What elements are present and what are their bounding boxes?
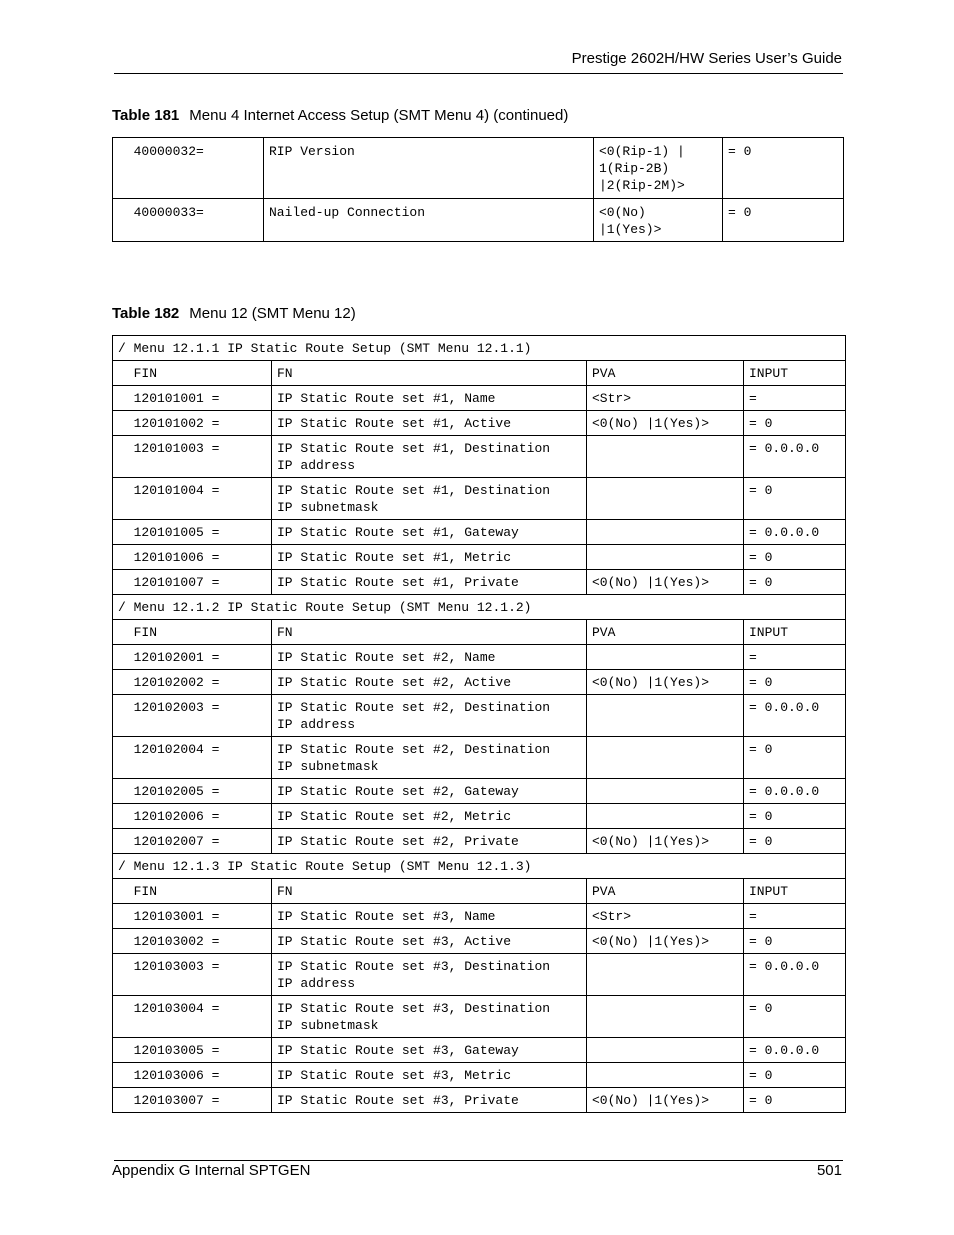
fin-cell: 40000033= [113, 199, 264, 242]
column-header-fin: FIN [113, 879, 272, 904]
table-row [113, 829, 846, 854]
fn-cell: IP Static Route set #2, Gateway [272, 779, 587, 804]
input-cell: = 0 [744, 737, 846, 779]
table-181-title: Menu 4 Internet Access Setup (SMT Menu 4) (continued) [189, 107, 569, 124]
page-number: 501 [816, 1162, 842, 1179]
table-row [113, 478, 846, 520]
fn-cell: RIP Version [264, 138, 594, 199]
fn-cell: IP Static Route set #1, Destination IP address [272, 436, 587, 478]
input-cell: = 0.0.0.0 [744, 779, 846, 804]
fn-cell: IP Static Route set #2, Metric [272, 804, 587, 829]
pva-cell [587, 954, 744, 996]
pva-cell [587, 436, 744, 478]
pva-cell: <0(No) |1(Yes)> [587, 929, 744, 954]
fin-cell: 120101003 = [113, 436, 272, 478]
fn-cell: IP Static Route set #3, Destination IP address [272, 954, 587, 996]
fn-cell: IP Static Route set #2, Destination IP address [272, 695, 587, 737]
pva-cell [587, 478, 744, 520]
fin-cell: 120102003 = [113, 695, 272, 737]
fn-cell: IP Static Route set #3, Gateway [272, 1038, 587, 1063]
pva-cell: <Str> [587, 904, 744, 929]
fn-cell: IP Static Route set #1, Private [272, 570, 587, 595]
fin-cell: 120101001 = [113, 386, 272, 411]
footer-section-title: Appendix G Internal SPTGEN [112, 1162, 311, 1179]
column-header-fin: FIN [113, 620, 272, 645]
section-title: / Menu 12.1.2 IP Static Route Setup (SMT Menu 12.1.2) [113, 595, 846, 620]
table-row [113, 1088, 846, 1113]
fn-cell: IP Static Route set #1, Active [272, 411, 587, 436]
column-header-input: INPUT [744, 879, 846, 904]
table-181-caption [112, 107, 568, 124]
fn-cell: IP Static Route set #3, Destination IP subnetmask [272, 996, 587, 1038]
pva-cell [587, 695, 744, 737]
table-row [113, 670, 846, 695]
column-header-input: INPUT [744, 361, 846, 386]
fin-cell: 120103007 = [113, 1088, 272, 1113]
table-row [113, 386, 846, 411]
pva-cell [587, 804, 744, 829]
fin-cell: 120102006 = [113, 804, 272, 829]
header-rule [114, 73, 843, 74]
fin-cell: 120101005 = [113, 520, 272, 545]
table-row [113, 1038, 846, 1063]
fn-cell: IP Static Route set #3, Private [272, 1088, 587, 1113]
table-row [113, 695, 846, 737]
column-header-fn: FN [272, 879, 587, 904]
fn-cell: IP Static Route set #1, Name [272, 386, 587, 411]
input-cell: = 0 [744, 829, 846, 854]
pva-cell: <0(No) |1(Yes)> [587, 829, 744, 854]
table-row [113, 199, 844, 242]
table-row [113, 436, 846, 478]
input-cell: = 0 [744, 1088, 846, 1113]
table-row [113, 996, 846, 1038]
fn-cell: IP Static Route set #3, Active [272, 929, 587, 954]
fn-cell: IP Static Route set #2, Name [272, 645, 587, 670]
pva-cell: <0(No) |1(Yes)> [587, 1088, 744, 1113]
fn-cell: IP Static Route set #1, Destination IP subnetmask [272, 478, 587, 520]
input-cell: = [744, 904, 846, 929]
pva-cell [587, 1063, 744, 1088]
table-182-title: Menu 12 (SMT Menu 12) [189, 305, 356, 322]
fn-cell: IP Static Route set #1, Gateway [272, 520, 587, 545]
fin-cell: 120103001 = [113, 904, 272, 929]
column-header-pva: PVA [587, 620, 744, 645]
pva-cell [587, 737, 744, 779]
table-182-label: Table 182 [112, 305, 180, 322]
table-182-caption [112, 305, 356, 322]
input-cell: = 0 [744, 478, 846, 520]
table-182 [112, 335, 846, 1113]
table-row [113, 804, 846, 829]
table-row [113, 545, 846, 570]
pva-cell: <0(No) |1(Yes)> [587, 670, 744, 695]
fin-cell: 120101002 = [113, 411, 272, 436]
input-cell: = 0 [744, 411, 846, 436]
section-title: / Menu 12.1.3 IP Static Route Setup (SMT Menu 12.1.3) [113, 854, 846, 879]
fin-cell: 120101004 = [113, 478, 272, 520]
column-header-input: INPUT [744, 620, 846, 645]
fin-cell: 120103006 = [113, 1063, 272, 1088]
pva-cell [587, 996, 744, 1038]
column-header-fn: FN [272, 361, 587, 386]
fn-cell: IP Static Route set #1, Metric [272, 545, 587, 570]
table-row [113, 904, 846, 929]
fin-cell: 120102001 = [113, 645, 272, 670]
fin-cell: 120102004 = [113, 737, 272, 779]
section-title-row [113, 336, 846, 361]
fn-cell: IP Static Route set #3, Metric [272, 1063, 587, 1088]
table-181 [112, 137, 844, 242]
column-header-pva: PVA [587, 361, 744, 386]
input-cell: = 0.0.0.0 [744, 520, 846, 545]
fn-cell: IP Static Route set #2, Active [272, 670, 587, 695]
column-header-pva: PVA [587, 879, 744, 904]
fin-cell: 120101007 = [113, 570, 272, 595]
pva-cell [587, 1038, 744, 1063]
table-row [113, 645, 846, 670]
pva-cell [587, 520, 744, 545]
table-row [113, 570, 846, 595]
pva-cell: <0(No) |1(Yes)> [587, 570, 744, 595]
input-cell: = 0 [723, 199, 844, 242]
table-row [113, 1063, 846, 1088]
pva-cell: <Str> [587, 386, 744, 411]
table-row [113, 138, 844, 199]
section-title-row [113, 595, 846, 620]
fn-cell: IP Static Route set #2, Destination IP subnetmask [272, 737, 587, 779]
fin-cell: 120101006 = [113, 545, 272, 570]
fn-cell: IP Static Route set #2, Private [272, 829, 587, 854]
fin-cell: 120103005 = [113, 1038, 272, 1063]
table-row [113, 954, 846, 996]
input-cell: = 0 [744, 670, 846, 695]
pva-cell [587, 779, 744, 804]
table-row [113, 411, 846, 436]
fn-cell: Nailed-up Connection [264, 199, 594, 242]
column-header-fin: FIN [113, 361, 272, 386]
input-cell: = 0 [744, 996, 846, 1038]
fin-cell: 120103003 = [113, 954, 272, 996]
column-header-row [113, 879, 846, 904]
fin-cell: 120102007 = [113, 829, 272, 854]
column-header-row [113, 361, 846, 386]
fn-cell: IP Static Route set #3, Name [272, 904, 587, 929]
page-header-title: Prestige 2602H/HW Series User’s Guide [571, 50, 842, 67]
table-row [113, 779, 846, 804]
pva-cell [587, 545, 744, 570]
fin-cell: 120103004 = [113, 996, 272, 1038]
footer-rule [114, 1160, 843, 1161]
pva-cell: <0(No) |1(Yes)> [587, 411, 744, 436]
input-cell: = 0 [744, 929, 846, 954]
section-title: / Menu 12.1.1 IP Static Route Setup (SMT Menu 12.1.1) [113, 336, 846, 361]
input-cell: = 0 [723, 138, 844, 199]
input-cell: = 0.0.0.0 [744, 695, 846, 737]
table-181-label: Table 181 [112, 107, 180, 124]
input-cell: = 0 [744, 804, 846, 829]
input-cell: = 0.0.0.0 [744, 954, 846, 996]
input-cell: = 0 [744, 1063, 846, 1088]
input-cell: = 0.0.0.0 [744, 436, 846, 478]
pva-cell: <0(No) |1(Yes)> [594, 199, 723, 242]
input-cell: = 0 [744, 545, 846, 570]
fin-cell: 40000032= [113, 138, 264, 199]
pva-cell [587, 645, 744, 670]
column-header-row [113, 620, 846, 645]
column-header-fn: FN [272, 620, 587, 645]
table-row [113, 737, 846, 779]
table-row [113, 929, 846, 954]
fin-cell: 120102005 = [113, 779, 272, 804]
fin-cell: 120102002 = [113, 670, 272, 695]
section-title-row [113, 854, 846, 879]
fin-cell: 120103002 = [113, 929, 272, 954]
input-cell: = 0.0.0.0 [744, 1038, 846, 1063]
input-cell: = 0 [744, 570, 846, 595]
pva-cell: <0(Rip-1) | 1(Rip-2B) |2(Rip-2M)> [594, 138, 723, 199]
input-cell: = [744, 386, 846, 411]
input-cell: = [744, 645, 846, 670]
table-row [113, 520, 846, 545]
